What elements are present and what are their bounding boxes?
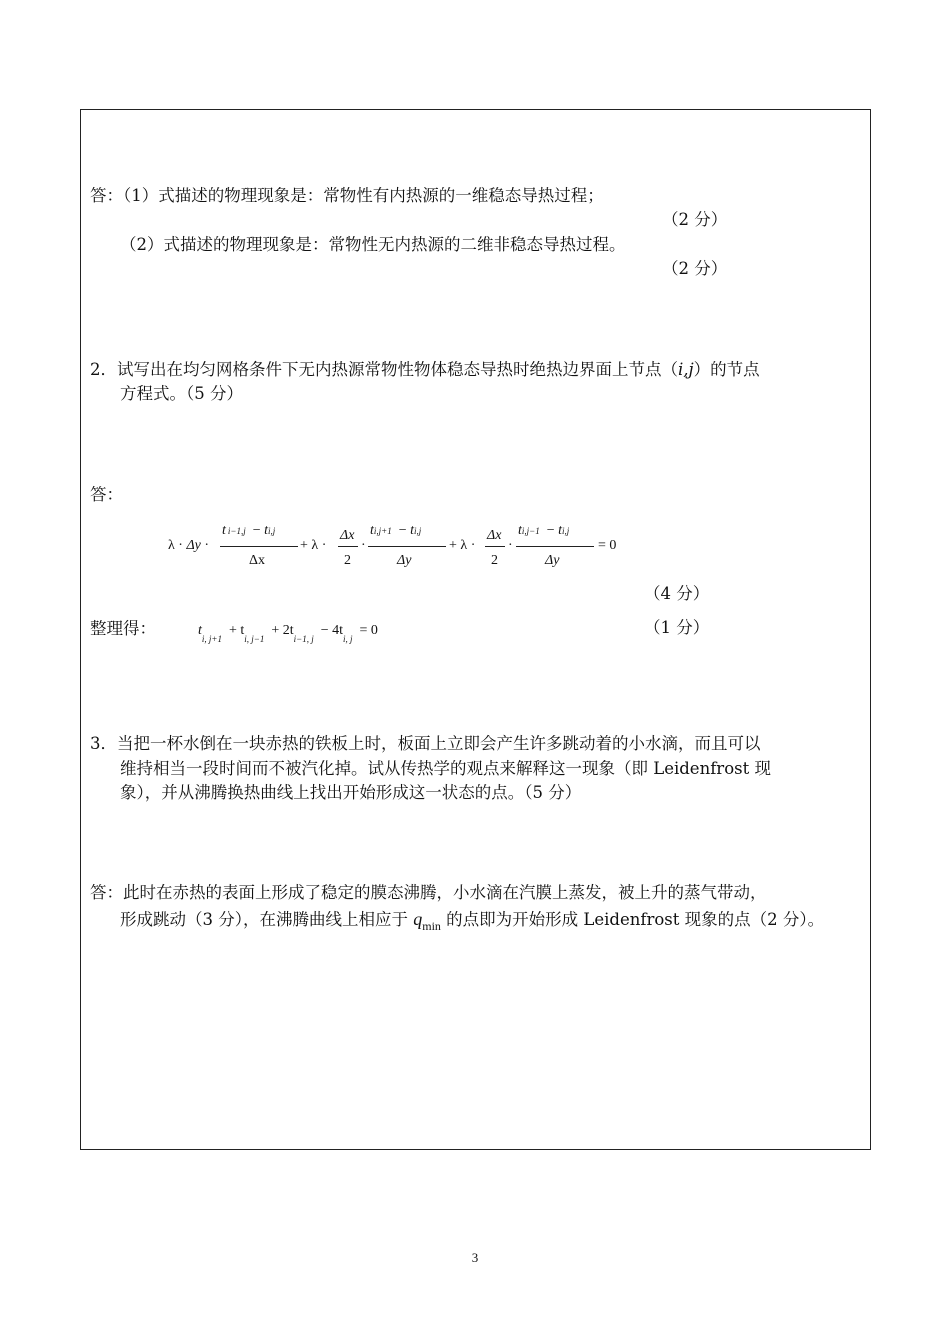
frac3-denominator: Δy xyxy=(545,553,560,568)
answer3-line1: 答：此时在赤热的表面上形成了稳定的膜态沸腾，小水滴在汽膜上蒸发，被上升的蒸气带动， xyxy=(90,883,767,902)
answer1-score2: （2 分） xyxy=(662,259,728,278)
question2-line2: 方程式。（5 分） xyxy=(120,384,243,403)
frac3-numerator: ti,j−1 − ti,j xyxy=(518,523,570,538)
arrange-label: 整理得： xyxy=(90,619,156,638)
frac1-denominator: Δx xyxy=(249,553,266,568)
answer1-line2: （2）式描述的物理现象是：常物性无内热源的二维非稳态导热过程。 xyxy=(120,235,626,254)
question3-line1: 3．当把一杯水倒在一块赤热的铁板上时，板面上立即会产生许多跳动着的小水滴，而且可以 xyxy=(90,734,761,753)
answer1-line1: 答：（1）式描述的物理现象是：常物性有内热源的一维稳态导热过程； xyxy=(90,186,604,205)
question3-line2: 维持相当一段时间而不被汽化掉。试从传热学的观点来解释这一现象（即 Leidenfrost 现 xyxy=(120,759,771,778)
page-number: 3 xyxy=(471,1250,479,1265)
question3-line3: 象），并从沸腾换热曲线上找出开始形成这一状态的点。（5 分） xyxy=(120,783,582,802)
frac1-numerator: ti−1,j − ti,j xyxy=(222,523,276,538)
answer2-label: 答： xyxy=(90,485,123,504)
score-equation: （4 分） xyxy=(644,584,710,603)
frac2-denominator: Δy xyxy=(397,553,412,568)
arranged-equation: $t_{i, j+1} + t_{i, j-1} + 2t_{i-1, j} - 4t_{i, j} = 0$ xyxy=(198,623,378,644)
answer3-line2: 形成跳动（3 分），在沸腾曲线上相应于 $q_{min}$ 的点即为开始形成 Leidenfrost 现象的点（2 分）。 xyxy=(120,909,825,933)
frac2-numerator: ti,j+1 − ti,j xyxy=(370,523,422,538)
answer1-score1: （2 分） xyxy=(662,210,728,229)
question2-line1: 2．试写出在均匀网格条件下无内热源常物性物体稳态导热时绝热边界面上节点（i,j）的节点 xyxy=(90,360,760,379)
score-arranged: （1 分） xyxy=(644,618,710,637)
